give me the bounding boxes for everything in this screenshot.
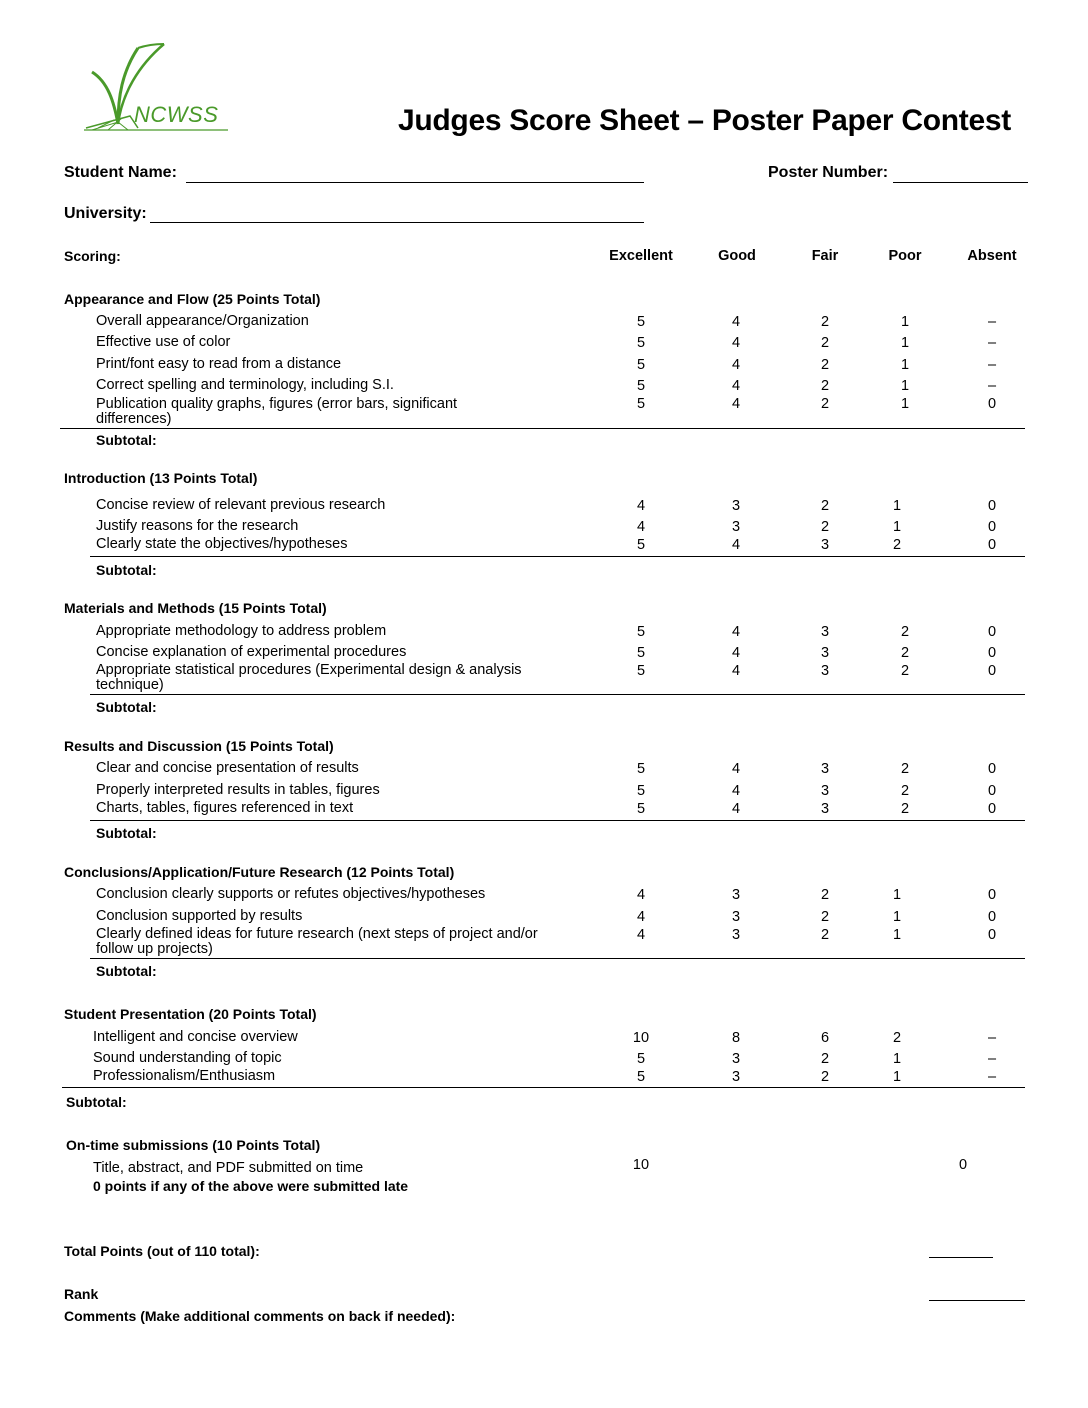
criterion-label: Print/font easy to read from a distance: [96, 356, 342, 372]
score-absent: 0: [987, 909, 997, 925]
score-fair: 6: [820, 1030, 830, 1046]
score-excellent: 5: [636, 645, 646, 661]
criterion-label: Sound understanding of topic: [93, 1050, 282, 1066]
criterion-label: Charts, tables, figures referenced in text: [96, 800, 354, 816]
section-title-results-discussion: Results and Discussion (15 Points Total): [64, 738, 334, 754]
section-title-appearance: Appearance and Flow (25 Points Total): [64, 291, 321, 307]
score-poor: 2: [900, 624, 910, 640]
criterion-label: Professionalism/Enthusiasm: [93, 1068, 276, 1084]
score-absent: 0: [987, 537, 997, 553]
column-header-fair: Fair: [811, 248, 839, 264]
criterion-label: Conclusion clearly supports or refutes objectives/hypotheses: [96, 886, 486, 902]
score-good: 3: [731, 927, 741, 943]
score-good: 3: [731, 519, 741, 535]
score-good: 4: [731, 663, 741, 679]
section-title-ontime: On-time submissions (10 Points Total): [66, 1137, 321, 1153]
score-poor: 1: [892, 498, 902, 514]
score-absent: –: [987, 314, 997, 330]
score-poor: 2: [892, 537, 902, 553]
university-label: University:: [64, 205, 147, 222]
student-name-label: Student Name:: [64, 164, 177, 181]
score-fair: 2: [820, 927, 830, 943]
score-poor: 1: [900, 314, 910, 330]
score-poor: 1: [892, 887, 902, 903]
score-good: 4: [731, 645, 741, 661]
score-excellent: 5: [636, 1069, 646, 1085]
score-fair: 2: [820, 909, 830, 925]
score-excellent: 5: [636, 1051, 646, 1067]
score-fair: 2: [820, 314, 830, 330]
subtotal-label: Subtotal:: [96, 963, 157, 979]
poster-number-field[interactable]: [893, 182, 1028, 183]
subtotal-label: Subtotal:: [96, 825, 157, 841]
score-excellent: 5: [636, 801, 646, 817]
criterion-label: Overall appearance/Organization: [96, 313, 309, 329]
total-points-field[interactable]: [929, 1257, 993, 1258]
criterion-label: Concise explanation of experimental procedures: [96, 644, 407, 660]
page-title: Judges Score Sheet – Poster Paper Contest: [398, 104, 1011, 137]
score-excellent: 5: [636, 378, 646, 394]
section-title-conclusions: Conclusions/Application/Future Research (12 Points Total): [64, 864, 455, 880]
section-divider: [90, 820, 1025, 821]
score-excellent: 5: [636, 357, 646, 373]
score-excellent: 10: [632, 1030, 650, 1046]
score-good: 4: [731, 537, 741, 553]
late-submission-note: 0 points if any of the above were submitted late: [93, 1178, 409, 1194]
score-excellent: 5: [636, 663, 646, 679]
score-fair: 2: [820, 357, 830, 373]
score-excellent: 5: [636, 537, 646, 553]
section-divider: [90, 556, 1025, 557]
criterion-label: Concise review of relevant previous research: [96, 497, 386, 513]
score-poor: 1: [900, 357, 910, 373]
scoring-label: Scoring:: [64, 248, 121, 264]
score-good: 4: [731, 357, 741, 373]
section-divider: [62, 1087, 1025, 1088]
score-poor: 2: [900, 761, 910, 777]
section-title-introduction: Introduction (13 Points Total): [64, 470, 258, 486]
score-fair: 3: [820, 537, 830, 553]
score-excellent: 4: [636, 887, 646, 903]
score-excellent: 5: [636, 783, 646, 799]
score-poor: 2: [900, 663, 910, 679]
score-excellent: 4: [636, 909, 646, 925]
score-poor: 2: [892, 1030, 902, 1046]
score-excellent: 5: [636, 761, 646, 777]
column-header-poor: Poor: [888, 248, 922, 264]
criterion-label: Title, abstract, and PDF submitted on time: [93, 1160, 364, 1176]
score-poor: 1: [892, 927, 902, 943]
score-poor: 2: [900, 645, 910, 661]
score-poor: 1: [900, 378, 910, 394]
criterion-label: Clear and concise presentation of results: [96, 760, 359, 776]
criterion-label: Appropriate statistical procedures (Experimental design & analysis technique): [96, 662, 522, 693]
score-absent: 0: [987, 645, 997, 661]
score-fair: 2: [820, 378, 830, 394]
score-excellent: 4: [636, 519, 646, 535]
score-good: 3: [731, 1069, 741, 1085]
criterion-label: Publication quality graphs, figures (error bars, significant differences): [96, 396, 458, 427]
score-fair: 2: [820, 335, 830, 351]
criterion-label: Appropriate methodology to address problem: [96, 623, 387, 639]
score-good: 4: [731, 783, 741, 799]
total-points-label: Total Points (out of 110 total):: [64, 1243, 260, 1259]
poster-number-label: Poster Number:: [768, 164, 889, 181]
score-absent: –: [987, 1051, 997, 1067]
score-fair: 3: [820, 783, 830, 799]
score-good: 4: [731, 396, 741, 412]
score-excellent: 4: [636, 498, 646, 514]
score-good: 4: [731, 801, 741, 817]
university-field[interactable]: [150, 222, 644, 223]
score-good: 4: [731, 761, 741, 777]
section-title-materials-methods: Materials and Methods (15 Points Total): [64, 600, 327, 616]
score-fair: 3: [820, 761, 830, 777]
score-absent: 0: [987, 783, 997, 799]
section-divider: [90, 958, 1025, 959]
score-good: 4: [731, 314, 741, 330]
criterion-label: Effective use of color: [96, 334, 231, 350]
score-absent: –: [987, 1030, 997, 1046]
score-absent: 0: [987, 519, 997, 535]
score-absent: 0: [987, 887, 997, 903]
score-fair: 3: [820, 645, 830, 661]
score-absent: –: [987, 335, 997, 351]
score-poor: 1: [900, 396, 910, 412]
score-fair: 2: [820, 498, 830, 514]
score-good: 4: [731, 335, 741, 351]
score-poor: 1: [892, 1069, 902, 1085]
score-good: 8: [731, 1030, 741, 1046]
criterion-label: Clearly defined ideas for future research (next steps of project and/or follow up projects): [96, 926, 538, 957]
score-good: 4: [731, 624, 741, 640]
score-absent: 0: [987, 927, 997, 943]
score-absent: –: [987, 378, 997, 394]
student-name-field[interactable]: [186, 182, 644, 183]
score-poor: 2: [900, 783, 910, 799]
score-absent: –: [987, 1069, 997, 1085]
score-good: 3: [731, 887, 741, 903]
subtotal-label: Subtotal:: [96, 562, 157, 578]
score-good: 4: [731, 378, 741, 394]
score-good: 3: [731, 498, 741, 514]
score-fair: 2: [820, 1051, 830, 1067]
criterion-label: Correct spelling and terminology, including S.I.: [96, 377, 394, 393]
comments-label: Comments (Make additional comments on back if needed):: [64, 1308, 456, 1324]
column-header-excellent: Excellent: [609, 248, 673, 264]
score-good: 3: [731, 909, 741, 925]
section-divider: [60, 428, 1025, 429]
score-poor: 1: [892, 519, 902, 535]
section-title-student-presentation: Student Presentation (20 Points Total): [64, 1006, 317, 1022]
score-poor: 1: [892, 1051, 902, 1067]
score-absent: 0: [958, 1157, 968, 1173]
column-header-absent: Absent: [967, 248, 1017, 264]
score-fair: 2: [820, 887, 830, 903]
score-absent: 0: [987, 396, 997, 412]
criterion-label: Intelligent and concise overview: [93, 1029, 298, 1045]
score-fair: 3: [820, 663, 830, 679]
score-excellent: 5: [636, 335, 646, 351]
score-excellent: 5: [636, 396, 646, 412]
score-fair: 2: [820, 1069, 830, 1085]
score-excellent: 10: [632, 1157, 650, 1173]
score-absent: 0: [987, 761, 997, 777]
score-poor: 1: [892, 909, 902, 925]
subtotal-label: Subtotal:: [66, 1094, 127, 1110]
score-poor: 2: [900, 801, 910, 817]
score-fair: 3: [820, 801, 830, 817]
rank-field[interactable]: [929, 1300, 1025, 1301]
score-fair: 3: [820, 624, 830, 640]
criterion-label: Conclusion supported by results: [96, 908, 303, 924]
score-absent: 0: [987, 801, 997, 817]
rank-label: Rank: [64, 1286, 99, 1302]
score-fair: 2: [820, 396, 830, 412]
score-absent: –: [987, 357, 997, 373]
score-good: 3: [731, 1051, 741, 1067]
score-absent: 0: [987, 663, 997, 679]
score-excellent: 5: [636, 624, 646, 640]
criterion-label: Properly interpreted results in tables, figures: [96, 782, 380, 798]
section-divider: [90, 694, 1025, 695]
logo-text: NCWSS: [134, 102, 219, 127]
column-header-good: Good: [718, 248, 756, 264]
score-excellent: 4: [636, 927, 646, 943]
subtotal-label: Subtotal:: [96, 699, 157, 715]
subtotal-label: Subtotal:: [96, 432, 157, 448]
criterion-label: Justify reasons for the research: [96, 518, 299, 534]
ncwss-logo: [78, 42, 238, 134]
score-poor: 1: [900, 335, 910, 351]
criterion-label: Clearly state the objectives/hypotheses: [96, 536, 348, 552]
score-absent: 0: [987, 624, 997, 640]
score-excellent: 5: [636, 314, 646, 330]
score-absent: 0: [987, 498, 997, 514]
score-fair: 2: [820, 519, 830, 535]
